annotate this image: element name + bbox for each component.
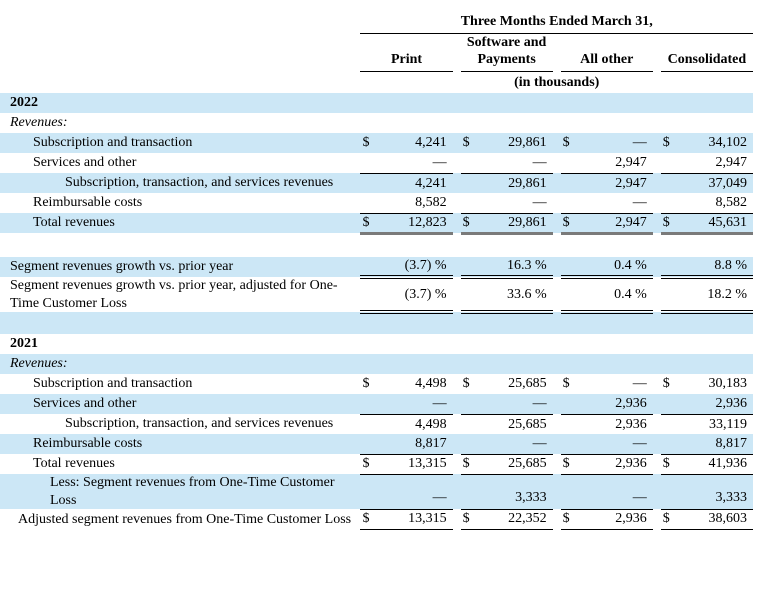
- column-header-all-other: All other: [561, 33, 653, 71]
- table-row: [0, 93, 753, 113]
- column-spacer: [453, 312, 461, 334]
- value-cell: [461, 454, 553, 474]
- cell-value: 3,333: [515, 490, 547, 505]
- value-cell: [461, 213, 553, 233]
- value-cell: [360, 474, 452, 509]
- value-cell: [360, 113, 452, 133]
- column-spacer: [653, 213, 661, 233]
- value-cell: [360, 312, 452, 334]
- row-label: [0, 233, 360, 257]
- table-row: [0, 277, 753, 312]
- value-cell: [360, 434, 452, 454]
- cell-value: 29,861: [508, 214, 547, 230]
- column-spacer: [553, 277, 561, 312]
- value-cell: [661, 354, 753, 374]
- column-spacer: [553, 434, 561, 454]
- value-cell: [461, 434, 553, 454]
- column-spacer: [453, 193, 461, 213]
- currency-symbol: $: [462, 135, 470, 151]
- column-spacer: [653, 133, 661, 153]
- cell-value: —: [532, 436, 547, 451]
- column-spacer: [453, 374, 461, 394]
- column-spacer: [453, 93, 461, 113]
- cell-value: 29,861: [508, 135, 547, 151]
- currency-symbol: $: [362, 510, 370, 526]
- cell-value: 3,333: [715, 490, 747, 505]
- cell-value: 2,947: [615, 175, 647, 191]
- currency-symbol: $: [562, 376, 570, 392]
- column-spacer: [553, 173, 561, 193]
- cell-value: 8,817: [415, 436, 447, 451]
- value-cell: [360, 394, 452, 414]
- row-label: 2021: [10, 336, 38, 352]
- header-label-spacer: [0, 33, 360, 71]
- table-row: [0, 374, 753, 394]
- row-label: Adjusted segment revenues from One-Time Customer Loss: [18, 511, 352, 527]
- column-spacer: [653, 193, 661, 213]
- table-row: [0, 434, 753, 454]
- currency-symbol: $: [362, 214, 370, 230]
- table-row: [0, 454, 753, 474]
- currency-symbol: $: [662, 135, 670, 151]
- row-label: Services and other: [0, 394, 360, 414]
- cell-value: 30,183: [708, 376, 747, 392]
- column-spacer: [553, 354, 561, 374]
- column-spacer: [653, 312, 661, 334]
- currency-symbol: $: [562, 510, 570, 526]
- column-spacer: [553, 213, 561, 233]
- value-cell: [661, 434, 753, 454]
- cell-value: 38,603: [708, 510, 747, 526]
- cell-value: (3.7) %: [404, 286, 447, 302]
- cell-value: 13,315: [408, 510, 447, 526]
- cell-value: 4,498: [415, 416, 447, 432]
- value-cell: [360, 173, 452, 193]
- row-label: Revenues:: [10, 115, 68, 131]
- value-cell: [661, 474, 753, 509]
- column-spacer: [553, 257, 561, 277]
- cell-value: 2,936: [615, 456, 647, 472]
- value-cell: [661, 257, 753, 277]
- column-header-software-and-payments: Software and Payments: [461, 33, 553, 71]
- cell-value: 4,241: [415, 175, 447, 191]
- header-label-spacer: [0, 71, 360, 93]
- column-spacer: [453, 474, 461, 509]
- column-spacer: [653, 434, 661, 454]
- cell-value: —: [632, 135, 647, 151]
- value-cell: [360, 277, 452, 312]
- cell-value: 37,049: [708, 175, 747, 191]
- period-header-row: [0, 12, 753, 33]
- cell-value: 2,936: [615, 416, 647, 432]
- cell-value: 4,241: [415, 135, 447, 151]
- column-spacer: [653, 509, 661, 530]
- value-cell: [561, 93, 653, 113]
- value-cell: [360, 257, 452, 277]
- column-spacer: [453, 454, 461, 474]
- cell-value: 16.3 %: [507, 258, 547, 274]
- column-header-print: Print: [360, 33, 452, 71]
- column-spacer: [653, 354, 661, 374]
- cell-value: 8,582: [715, 195, 747, 210]
- cell-value: 12,823: [408, 214, 447, 230]
- table-row: [0, 509, 753, 530]
- period-header: Three Months Ended March 31,: [360, 12, 753, 33]
- value-cell: [561, 434, 653, 454]
- table-row: [0, 133, 753, 153]
- table-row: [0, 394, 753, 414]
- value-cell: [561, 173, 653, 193]
- value-cell: [561, 213, 653, 233]
- currency-symbol: $: [462, 376, 470, 392]
- column-spacer: [453, 213, 461, 233]
- column-spacer: [653, 277, 661, 312]
- cell-value: —: [532, 396, 547, 411]
- column-spacer: [453, 113, 461, 133]
- cell-value: —: [432, 155, 447, 170]
- cell-value: 2,936: [615, 396, 647, 411]
- column-spacer: [553, 233, 561, 257]
- units-note: (in thousands): [514, 74, 600, 90]
- value-cell: [661, 509, 753, 530]
- value-cell: [561, 257, 653, 277]
- value-cell: [360, 233, 452, 257]
- column-spacer: [453, 153, 461, 173]
- value-cell: [561, 374, 653, 394]
- cell-value: —: [432, 396, 447, 411]
- value-cell: [561, 334, 653, 354]
- column-spacer: [453, 354, 461, 374]
- row-label: Segment revenues growth vs. prior year: [0, 257, 360, 277]
- value-cell: [661, 173, 753, 193]
- column-spacer: [653, 153, 661, 173]
- cell-value: (3.7) %: [404, 258, 447, 274]
- cell-value: 22,352: [508, 510, 547, 526]
- value-cell: [561, 509, 653, 530]
- table-row: [0, 474, 753, 509]
- column-spacer: [453, 509, 461, 530]
- row-label: Reimbursable costs: [33, 195, 143, 211]
- value-cell: [661, 213, 753, 233]
- table-row: [0, 233, 753, 257]
- value-cell: [661, 312, 753, 334]
- value-cell: [661, 334, 753, 354]
- row-label: Services and other: [33, 155, 137, 171]
- column-spacer: [653, 334, 661, 354]
- table-row: [0, 312, 753, 334]
- column-spacer: [453, 414, 461, 434]
- column-spacer: [453, 434, 461, 454]
- cell-value: —: [632, 490, 647, 505]
- currency-symbol: $: [462, 214, 470, 230]
- column-spacer: [653, 257, 661, 277]
- currency-symbol: $: [562, 135, 570, 151]
- value-cell: [461, 193, 553, 213]
- row-label: Subscription and transaction: [0, 133, 360, 153]
- cell-value: —: [432, 490, 447, 505]
- value-cell: [461, 277, 553, 312]
- cell-value: 13,315: [408, 456, 447, 472]
- table-row: [0, 414, 753, 434]
- page: [0, 12, 768, 593]
- table-row: [0, 173, 753, 193]
- value-cell: [561, 414, 653, 434]
- value-cell: [461, 509, 553, 530]
- value-cell: [461, 133, 553, 153]
- cell-value: —: [532, 155, 547, 170]
- column-spacer: [653, 173, 661, 193]
- column-spacer: [453, 257, 461, 277]
- value-cell: [561, 113, 653, 133]
- currency-symbol: $: [662, 456, 670, 472]
- value-cell: [360, 414, 452, 434]
- value-cell: [461, 233, 553, 257]
- value-cell: [561, 312, 653, 334]
- cell-value: 8,582: [415, 195, 447, 210]
- column-spacer: [453, 133, 461, 153]
- cell-value: —: [632, 376, 647, 392]
- table-row: [0, 113, 753, 133]
- value-cell: [661, 277, 753, 312]
- cell-value: 33,119: [709, 416, 747, 432]
- table-row: [0, 334, 753, 354]
- cell-value: —: [632, 195, 647, 210]
- currency-symbol: $: [662, 214, 670, 230]
- cell-value: 25,685: [508, 376, 547, 392]
- row-label: Total revenues: [0, 213, 360, 233]
- cell-value: 2,936: [615, 510, 647, 526]
- column-spacer: [553, 113, 561, 133]
- column-spacer: [553, 474, 561, 509]
- column-spacer: [553, 153, 561, 173]
- value-cell: [360, 354, 452, 374]
- value-cell: [360, 153, 452, 173]
- currency-symbol: $: [662, 510, 670, 526]
- value-cell: [561, 153, 653, 173]
- value-cell: [561, 394, 653, 414]
- currency-symbol: $: [362, 376, 370, 392]
- cell-value: —: [532, 195, 547, 210]
- cell-value: 25,685: [508, 416, 547, 432]
- currency-symbol: $: [462, 510, 470, 526]
- column-spacer: [553, 374, 561, 394]
- value-cell: [461, 153, 553, 173]
- cell-value: 2,936: [715, 396, 747, 411]
- value-cell: [661, 414, 753, 434]
- segment-revenues-table: [0, 12, 753, 530]
- cell-value: 18.2 %: [707, 286, 747, 302]
- value-cell: [461, 312, 553, 334]
- value-cell: [661, 153, 753, 173]
- value-cell: [461, 474, 553, 509]
- value-cell: [661, 233, 753, 257]
- row-label: Reimbursable costs: [0, 434, 360, 454]
- column-spacer: [653, 113, 661, 133]
- value-cell: [661, 133, 753, 153]
- value-cell: [360, 193, 452, 213]
- table-row: [0, 193, 753, 213]
- column-spacer: [453, 173, 461, 193]
- column-spacer: [653, 374, 661, 394]
- column-spacer: [553, 414, 561, 434]
- row-label: Segment revenues growth vs. prior year, adjusted for One-Time Customer Loss: [10, 278, 338, 311]
- value-cell: [661, 193, 753, 213]
- value-cell: [561, 354, 653, 374]
- row-label: Subscription, transaction, and services revenues: [0, 173, 360, 193]
- value-cell: [360, 374, 452, 394]
- currency-symbol: $: [562, 456, 570, 472]
- value-cell: [461, 173, 553, 193]
- value-cell: [561, 474, 653, 509]
- column-spacer: [653, 33, 661, 71]
- cell-value: 41,936: [708, 456, 747, 472]
- column-header-row: [0, 33, 753, 71]
- value-cell: [360, 454, 452, 474]
- table-row: [0, 153, 753, 173]
- cell-value: 4,498: [415, 376, 447, 392]
- column-spacer: [553, 133, 561, 153]
- column-spacer: [553, 33, 561, 71]
- cell-value: 2,947: [715, 155, 747, 170]
- cell-value: 33.6 %: [507, 286, 547, 302]
- table-row: [0, 213, 753, 233]
- currency-symbol: $: [362, 456, 370, 472]
- row-label: Revenues:: [0, 354, 360, 374]
- column-spacer: [453, 33, 461, 71]
- value-cell: [360, 213, 452, 233]
- row-label: Subscription and transaction: [33, 376, 193, 392]
- value-cell: [360, 133, 452, 153]
- header-label-spacer: [0, 12, 360, 33]
- currency-symbol: $: [562, 214, 570, 230]
- units-note-row: [0, 71, 753, 93]
- value-cell: [561, 233, 653, 257]
- value-cell: [461, 414, 553, 434]
- currency-symbol: $: [662, 376, 670, 392]
- value-cell: [461, 394, 553, 414]
- column-spacer: [553, 334, 561, 354]
- column-spacer: [653, 414, 661, 434]
- cell-value: 0.4 %: [614, 258, 647, 274]
- cell-value: 2,947: [615, 214, 647, 230]
- row-label: Total revenues: [33, 456, 115, 472]
- value-cell: [661, 394, 753, 414]
- value-cell: [561, 454, 653, 474]
- cell-value: 2,947: [615, 155, 647, 170]
- value-cell: [461, 113, 553, 133]
- value-cell: [461, 257, 553, 277]
- column-spacer: [453, 277, 461, 312]
- column-header-consolidated: Consolidated: [661, 33, 753, 71]
- value-cell: [360, 509, 452, 530]
- cell-value: 34,102: [708, 135, 747, 151]
- column-spacer: [653, 474, 661, 509]
- currency-symbol: $: [362, 135, 370, 151]
- cell-value: 45,631: [708, 214, 747, 230]
- column-spacer: [553, 93, 561, 113]
- value-cell: [461, 93, 553, 113]
- column-spacer: [453, 334, 461, 354]
- cell-value: 8,817: [715, 436, 747, 451]
- column-spacer: [653, 93, 661, 113]
- column-spacer: [653, 233, 661, 257]
- row-label: 2022: [0, 93, 360, 113]
- column-spacer: [453, 394, 461, 414]
- table-body: [0, 93, 753, 530]
- value-cell: [661, 374, 753, 394]
- table-row: [0, 257, 753, 277]
- row-label: [0, 312, 360, 334]
- value-cell: [360, 334, 452, 354]
- column-spacer: [653, 394, 661, 414]
- row-label: Subscription, transaction, and services revenues: [65, 416, 334, 432]
- cell-value: 8.8 %: [714, 258, 747, 274]
- value-cell: [461, 374, 553, 394]
- value-cell: [360, 93, 452, 113]
- value-cell: [561, 193, 653, 213]
- value-cell: [561, 277, 653, 312]
- value-cell: [461, 354, 553, 374]
- column-spacer: [553, 312, 561, 334]
- column-spacer: [653, 454, 661, 474]
- table-row: [0, 354, 753, 374]
- column-spacer: [553, 193, 561, 213]
- value-cell: [661, 454, 753, 474]
- column-spacer: [453, 233, 461, 257]
- column-spacer: [553, 394, 561, 414]
- column-spacer: [553, 454, 561, 474]
- cell-value: —: [632, 436, 647, 451]
- currency-symbol: $: [462, 456, 470, 472]
- cell-value: 0.4 %: [614, 286, 647, 302]
- value-cell: [461, 334, 553, 354]
- column-spacer: [553, 509, 561, 530]
- value-cell: [661, 93, 753, 113]
- value-cell: [561, 133, 653, 153]
- cell-value: 25,685: [508, 456, 547, 472]
- cell-value: 29,861: [508, 175, 547, 191]
- value-cell: [661, 113, 753, 133]
- row-label: Less: Segment revenues from One-Time Customer Loss: [0, 474, 360, 509]
